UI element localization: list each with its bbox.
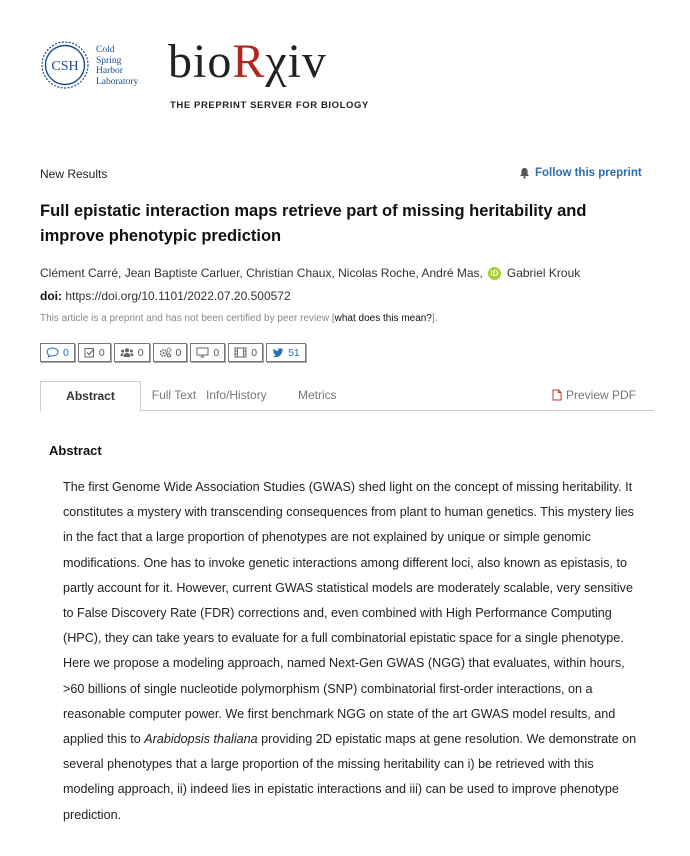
csh-mark: CSH: [51, 59, 79, 74]
reviews-metric[interactable]: 0: [78, 343, 111, 362]
comments-metric[interactable]: 0: [40, 343, 75, 362]
species-name: Arabidopsis thaliana: [144, 732, 258, 747]
what-does-this-mean-link[interactable]: what does this mean?: [334, 313, 432, 324]
tab-full-text[interactable]: Full Text: [151, 388, 197, 402]
article-tabs: [40, 381, 654, 411]
abstract-text: The first Genome Wide Association Studies (GWAS) shed light on the concept of missing heritability. It constitutes a mystery with transcending consequences from plant to human genetics. This mystery lies in the fact that a large proportion of phenotypes are not explained by unique or simple genomic modifications. One has to invoke genetic interactions among different loci, also known as epistasis, to partly account for it. However, current GWAS statistical models are moderately scalable, very sensitive to False Discovery Rate (FDR) corrections and, even combined with High Performance Computing (HPC), they can take years to evaluate for a full combinatorial epistatic space for a single phenotype. Here we propose a modeling approach, named Next-Gen GWAS (NGG) that evaluates, within hours, >60 billions of single nucleotide polymorphism (SNP) combinatorial first-order interactions, on a reasonable computer power. We first benchmark NGG on state of the art GWAS model results, and applied this to Arabidopsis thaliana providing 2D epistatic maps at gene resolution. We demonstrate on several phenotypes that a large proportion of the missing heritability can i) be retrieved with this modeling approach, ii) indeed lies in epistatic interactions and iii) can be used to improve phenotype prediction.: [63, 480, 637, 822]
author-list: [40, 266, 580, 280]
users-icon: [120, 347, 134, 358]
authors-text[interactable]: Clément Carré, Jean Baptiste Carluer, Christian Chaux, Nicolas Roche, André Mas,: [40, 266, 483, 280]
cogs-icon: [159, 347, 172, 358]
article-category: New Results: [40, 167, 108, 181]
pdf-file-icon: [552, 389, 562, 401]
checkbox-icon: [84, 347, 95, 358]
bell-icon: [519, 167, 530, 179]
article-title: Full epistatic interaction maps retrieve part of missing heritability and improve phenotypic prediction: [40, 202, 587, 245]
preview-pdf-link[interactable]: [552, 381, 636, 409]
twitter-icon: [272, 348, 284, 358]
doi-line: [40, 289, 291, 303]
film-icon: [234, 347, 247, 358]
monitor-icon: [196, 347, 209, 358]
biorxiv-logo[interactable]: bioRχiv: [168, 35, 327, 88]
video-metric[interactable]: 0: [228, 343, 263, 362]
altmetrics-bar: [40, 343, 306, 362]
preprint-disclaimer: This article is a preprint and has not been certified by peer review [what does this mean?].: [40, 313, 438, 324]
doi-link[interactable]: https://doi.org/10.1101/2022.07.20.500572: [65, 289, 291, 303]
tab-abstract[interactable]: Abstract: [40, 381, 141, 412]
preview-pdf-label: Preview PDF: [565, 388, 636, 402]
tab-metrics[interactable]: Metrics: [298, 388, 337, 402]
csh-name: Cold Spring Harbor Laboratory: [96, 45, 139, 87]
comment-icon: [46, 347, 59, 358]
follow-label: Follow this preprint: [535, 167, 642, 179]
tagline: THE PREPRINT SERVER FOR BIOLOGY: [170, 100, 369, 111]
tab-info-history[interactable]: Info/History: [206, 388, 267, 402]
author-last[interactable]: Gabriel Krouk: [506, 266, 581, 280]
abstract-heading: Abstract: [49, 443, 102, 458]
orcid-icon[interactable]: iD: [488, 267, 501, 280]
csh-logo[interactable]: [40, 40, 150, 92]
doi-label: doi:: [40, 289, 62, 303]
automated-metric[interactable]: 0: [153, 343, 188, 362]
media-metric[interactable]: 0: [190, 343, 225, 362]
csh-seal-icon: [40, 40, 94, 94]
twitter-metric[interactable]: 51: [266, 343, 306, 362]
community-metric[interactable]: 0: [114, 343, 150, 362]
follow-preprint-link[interactable]: [519, 167, 642, 179]
